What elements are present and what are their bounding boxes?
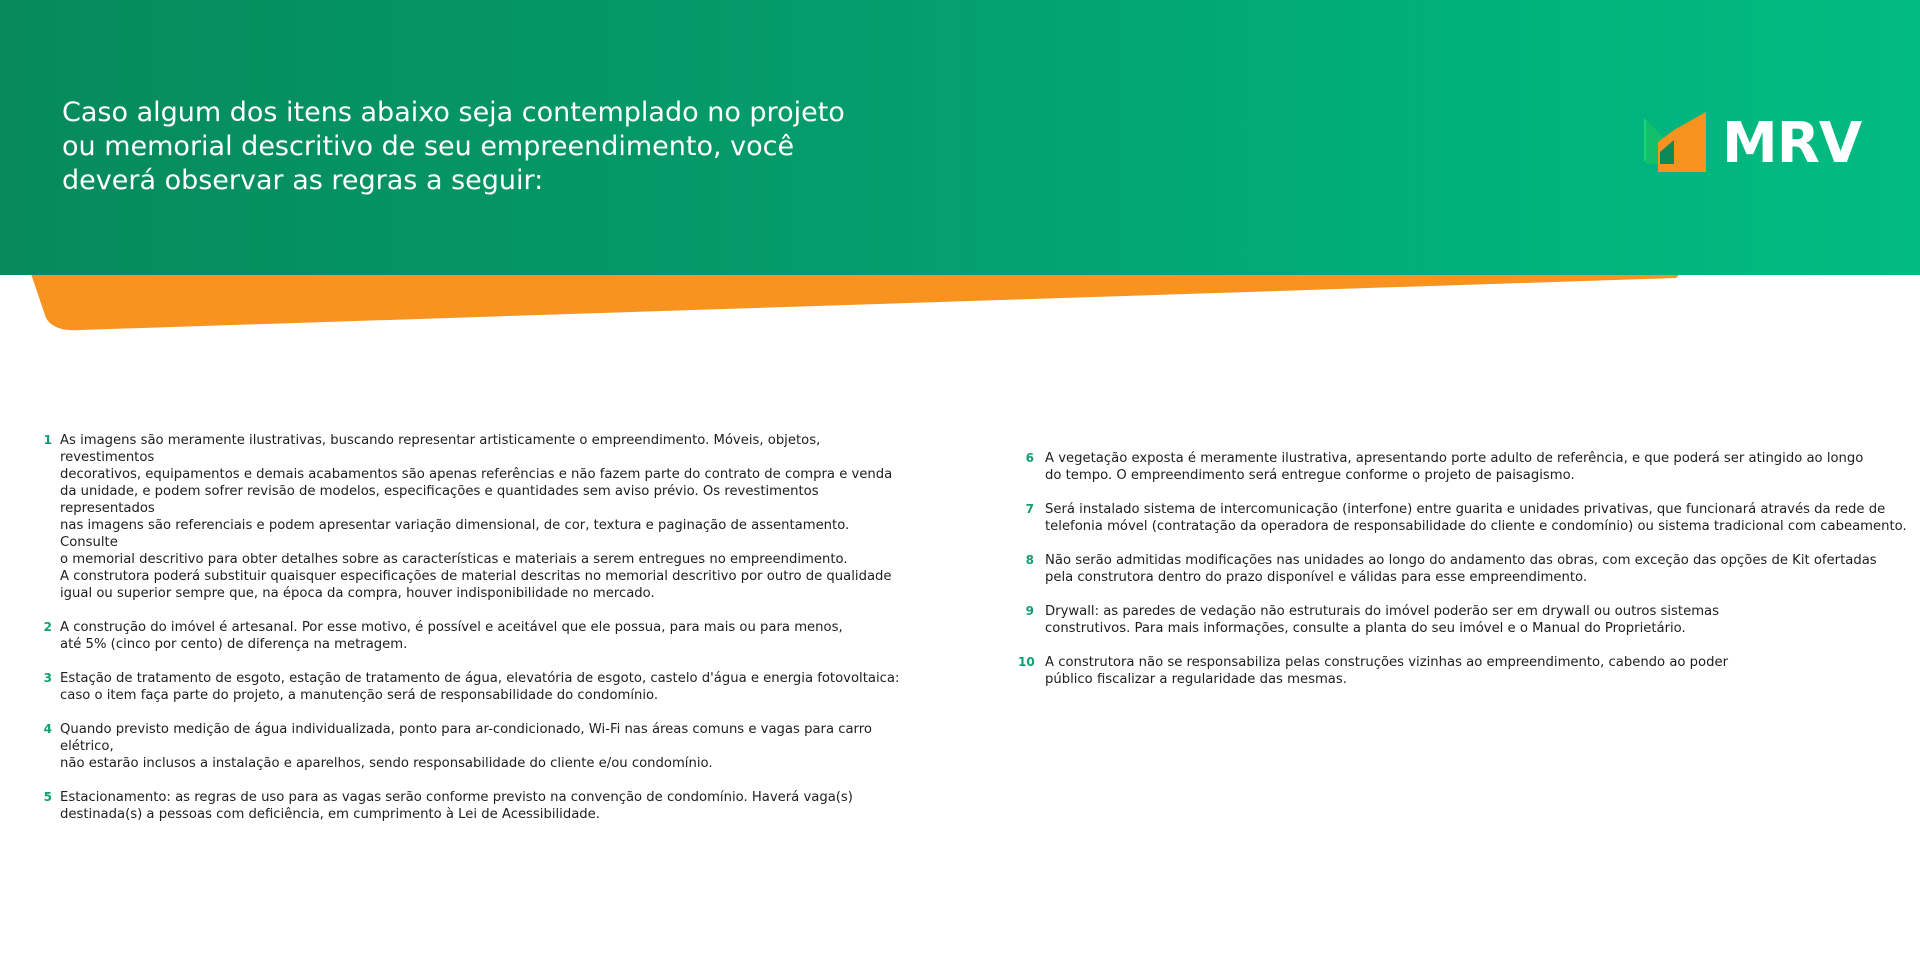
- house-logo-icon: [1644, 112, 1708, 176]
- rule-text: A vegetação exposta é meramente ilustrativa, apresentando porte adulto de referência, e que poderá ser atingido ao longo do tempo. O empreendimento será entregue conforme o projeto de paisagismo.: [1045, 451, 1864, 483]
- rule-item: [38, 721, 908, 772]
- rule-number: 8: [1025, 553, 1034, 567]
- rule-text: Estacionamento: as regras de uso para as vagas serão conforme previsto na convenção de condomínio. Haverá vaga(s) destinada(s) a pessoas com deficiência, em cumprimento à Lei de Acessibilidade.: [60, 790, 853, 822]
- rule-number: 1: [43, 433, 52, 447]
- rule-text: As imagens são meramente ilustrativas, buscando representar artisticamente o empreendimento. Móveis, objetos, revestimentos decorativos, equipamentos e demais acabamentos são apenas referências e não fazem parte do contrato de compra e venda da unidade, e podem sofrer revisão de modelos, especificações e quantidades sem aviso prévio. Os revestimentos representados nas imagens são referenciais e podem apresentar variação dimensional, de cor, textura e paginação de assentamento. Consulte o memorial descritivo para obter detalhes sobre as características e materiais a serem entregues no empreendimento. A construtora poderá substituir quaisquer especificações de material descritas no memorial descritivo por outro de qualidade igual ou superior sempre que, na época da compra, houver indisponibilidade no mercado.: [60, 433, 893, 601]
- rule-text: Estação de tratamento de esgoto, estação de tratamento de água, elevatória de esgoto, castelo d'água e energia fotovoltaica: caso o item faça parte do projeto, a manutenção será de responsabilidade do condomínio.: [60, 671, 900, 703]
- rule-text: A construção do imóvel é artesanal. Por esse motivo, é possível e aceitável que ele possua, para mais ou para menos, até 5% (cinco por cento) de diferença na metragem.: [60, 620, 843, 652]
- rule-number: 4: [43, 722, 52, 736]
- header-banner: [0, 0, 1920, 275]
- rule-item: [1018, 654, 1908, 688]
- rule-text: Não serão admitidas modificações nas unidades ao longo do andamento das obras, com exceção das opções de Kit ofertadas pela construtora dentro do prazo disponível e válidas para esse empreendimento.: [1045, 553, 1877, 585]
- rule-number: 5: [43, 790, 52, 804]
- mrv-logo: [1644, 112, 1864, 178]
- rule-item: [38, 670, 908, 704]
- rule-number: 3: [43, 671, 52, 685]
- rule-item: [38, 432, 908, 602]
- rules-list-right: [1018, 450, 1908, 705]
- logo-wordmark: MRV: [1722, 111, 1862, 176]
- rule-number: 9: [1025, 604, 1034, 618]
- rule-item: [38, 619, 908, 653]
- rule-item: [1018, 450, 1908, 484]
- rule-item: [1018, 552, 1908, 586]
- rule-number: 10: [1018, 655, 1035, 669]
- rule-text: Quando previsto medição de água individualizada, ponto para ar-condicionado, Wi-Fi nas áreas comuns e vagas para carro elétrico, não estarão inclusos a instalação e aparelhos, sendo responsabilidade do cliente e/ou condomínio.: [60, 722, 872, 771]
- rule-item: [38, 789, 908, 823]
- rule-item: [1018, 501, 1908, 535]
- rules-list-left: [38, 432, 908, 840]
- rule-number: 2: [43, 620, 52, 634]
- rule-text: A construtora não se responsabiliza pelas construções vizinhas ao empreendimento, cabendo ao poder público fiscalizar a regularidade das mesmas.: [1045, 655, 1728, 687]
- rule-item: [1018, 603, 1908, 637]
- rule-text: Drywall: as paredes de vedação não estruturais do imóvel poderão ser em drywall ou outros sistemas construtivos. Para mais informações, consulte a planta do seu imóvel e o Manual do Proprietário.: [1045, 604, 1719, 636]
- rule-number: 7: [1025, 502, 1034, 516]
- rule-text: Será instalado sistema de intercomunicação (interfone) entre guarita e unidades privativas, que funcionará através da rede de telefonia móvel (contratação da operadora de responsabilidade do cliente e condomínio) ou sistema tradicional com cabeamento.: [1045, 502, 1907, 534]
- page-title: Caso algum dos itens abaixo seja contemplado no projeto ou memorial descritivo de seu empreendimento, você deverá observar as regras a seguir:: [62, 97, 845, 196]
- rule-number: 6: [1025, 451, 1034, 465]
